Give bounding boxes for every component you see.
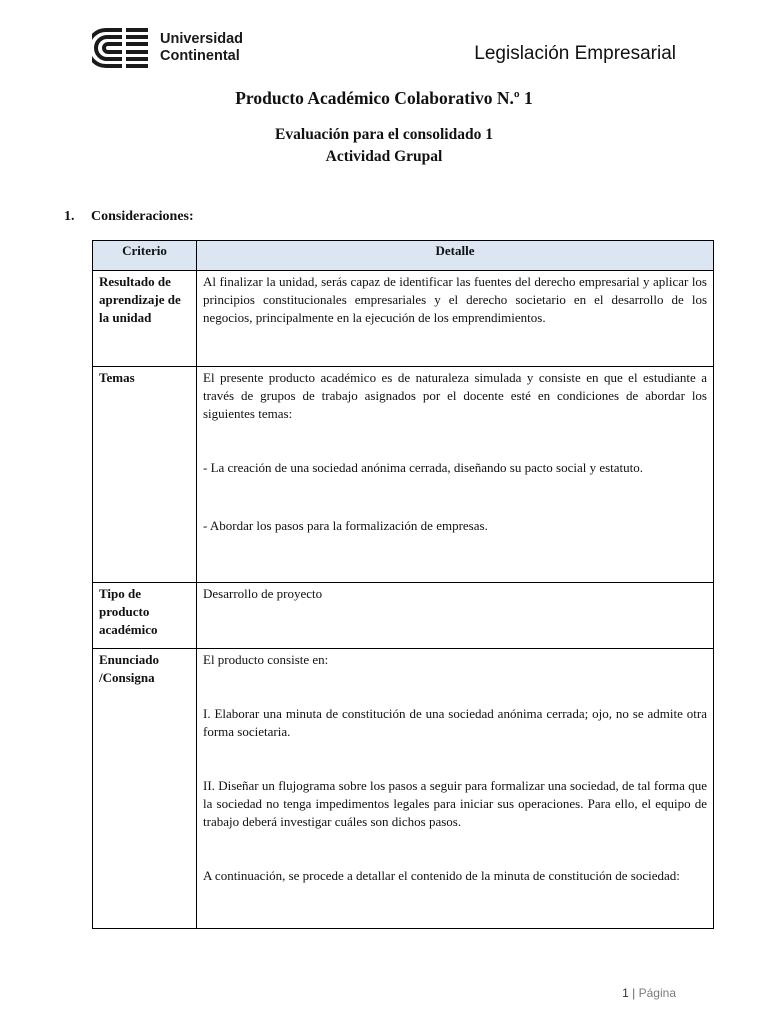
detalle-cell	[197, 649, 714, 929]
document-subtitle-1: Evaluación para el consolidado 1	[275, 126, 493, 143]
detalle-cell	[197, 271, 714, 367]
detalle-paragraph: II. Diseñar un flujograma sobre los pasos a seguir para formalizar una sociedad, de tal forma que la sociedad no tenga impedimentos legales para iniciar sus operaciones. Para ello, el equipo de trabajo deberá investigar cuáles son dichos pasos.	[203, 778, 707, 829]
criterio-cell: Enunciado /Consigna	[93, 649, 197, 929]
table-row	[93, 583, 714, 649]
detalle-paragraph: Al finalizar la unidad, serás capaz de identificar las fuentes del derecho empresarial y aplicar los principios constitucionales empresariales y el derecho societario en el desarrollo de los negocios, principalmente en la ejecución de los emprendimientos.	[203, 274, 707, 325]
detalle-paragraph: - Abordar los pasos para la formalización de empresas.	[203, 518, 488, 533]
detalle-paragraph: El presente producto académico es de naturaleza simulada y consiste en que el estudiante a través de grupos de trabajo asignados por el docente esté en condiciones de abordar los siguientes temas:	[203, 370, 707, 421]
university-logo	[92, 26, 243, 70]
logo-wordmark	[160, 31, 243, 65]
table-row	[93, 367, 714, 583]
page-label: Página	[638, 986, 676, 1000]
detalle-paragraph: - La creación de una sociedad anónima cerrada, diseñando su pacto social y estatuto.	[203, 460, 644, 475]
footer-separator: |	[632, 986, 636, 1000]
criterio-cell: Resultado de aprendizaje de la unidad	[93, 271, 197, 367]
detalle-cell	[197, 583, 714, 649]
section-heading	[64, 209, 194, 225]
detalle-paragraph: I. Elaborar una minuta de constitución de una sociedad anónima cerrada; ojo, no se admite otra forma societaria.	[203, 706, 707, 739]
page-number: 1	[622, 986, 629, 1000]
criterio-cell: Temas	[93, 367, 197, 583]
detalle-paragraph: El producto consiste en:	[203, 652, 329, 667]
detalle-paragraph: A continuación, se procede a detallar el contenido de la minuta de constitución de sociedad:	[203, 868, 680, 883]
continental-logo-icon	[92, 26, 152, 70]
table-header-row	[93, 241, 714, 271]
table-row	[93, 649, 714, 929]
column-header-detalle: Detalle	[197, 241, 714, 271]
criterio-cell: Tipo de producto académico	[93, 583, 197, 649]
course-title: Legislación Empresarial	[474, 43, 676, 64]
table-row	[93, 271, 714, 367]
logo-line-1: Universidad	[160, 31, 243, 47]
document-subtitle-2: Actividad Grupal	[325, 148, 443, 165]
document-title: Producto Académico Colaborativo N.º 1	[235, 88, 533, 108]
considerations-table	[92, 240, 714, 929]
column-header-criterio: Criterio	[93, 241, 197, 271]
page-footer	[622, 986, 676, 1000]
section-title: Consideraciones:	[91, 209, 194, 224]
detalle-paragraph: Desarrollo de proyecto	[203, 586, 323, 601]
section-number: 1.	[64, 209, 75, 224]
logo-line-2: Continental	[160, 48, 240, 64]
detalle-cell	[197, 367, 714, 583]
